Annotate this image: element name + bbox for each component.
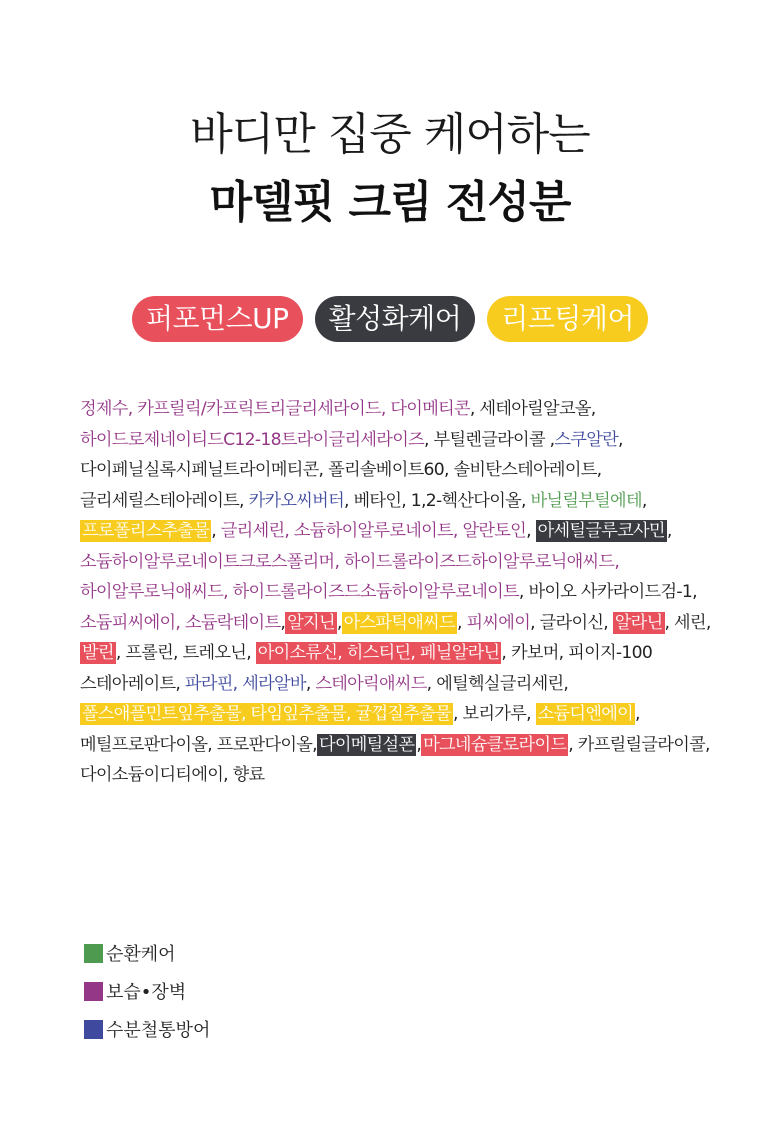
ingredient-yellow: 프로폴리스추출물: [82, 521, 210, 541]
ingredient-text: , 부틸렌글라이콜 ,: [424, 429, 555, 450]
ingredient-dark: 다이메틸설폰: [318, 734, 415, 755]
ingredient-text: ,: [211, 521, 221, 541]
ingredient-purple: 글리세린, 소듐하이알루로네이트, 알란토인: [220, 521, 527, 541]
ingredient-text: ,: [526, 521, 536, 541]
ingredient-list: [80, 394, 712, 791]
ingredient-text: , 에틸헥실글리세린,: [426, 673, 569, 694]
benefit-badges: [0, 296, 780, 342]
color-legend: [84, 934, 210, 1048]
ingredient-text: ,: [305, 673, 316, 694]
ingredient-purple: 하이드로제네이티드C12-18트라이글리세라이즈: [80, 429, 425, 450]
ingredient-text: , 카프릴릴글라이콜, 다이소듐이디티에이, 향료: [80, 734, 710, 785]
ingredient-blue: 카카오씨버터: [248, 490, 344, 511]
ingredient-purple: 피씨에이: [466, 612, 531, 633]
ingredient-purple: 스테아릭애씨드: [315, 673, 427, 694]
legend-label: 순환케어: [106, 944, 176, 965]
ingredient-text: , 글라이신,: [530, 612, 613, 633]
ingredient-green: 바닐릴부틸에테: [530, 490, 642, 511]
legend-item-moisture-barrier: [84, 972, 210, 1010]
ingredient-purple: 소듐피씨에이, 소듐락테이트: [80, 612, 281, 633]
badge-lifting: 리프팅케어: [487, 296, 648, 342]
ingredient-dark: 아세틸글루코사민: [537, 521, 665, 541]
ingredient-text: ,: [280, 612, 286, 633]
page-title-line2: 마델핏 크림 전성분: [209, 177, 571, 228]
ingredient-yellow: 소듐디엔에이: [537, 704, 634, 724]
ingredient-text: ,: [416, 734, 422, 755]
ingredient-purple: 소듐하이알루로네이트크로스폴리머, 하이드롤라이즈드하이알루로닉애씨드, 하이알루로닉애씨드, 하이드롤라이즈드소듐하이알루로네이트: [80, 551, 620, 602]
ingredient-text: ,: [456, 612, 467, 633]
ingredient-purple: 정제수, 카프릴릭/카프릭트리글리세라이드, 다이메티콘: [80, 399, 470, 419]
ingredient-text: , 세린,: [664, 612, 711, 633]
badge-performance: 퍼포먼스UP: [132, 296, 303, 342]
ingredient-text: ,: [641, 490, 647, 511]
ingredient-yellow: 폴스애플민트잎추출물, 타임잎추출물, 귤껍질추출물: [82, 704, 451, 724]
legend-label: 보습•장벽: [106, 982, 187, 1003]
legend-swatch: [84, 1020, 103, 1039]
ingredient-text: , 메틸프로판다이올, 프로판다이올,: [80, 704, 640, 755]
ingredient-text: ,: [336, 612, 342, 633]
ingredient-text: , 카보머, 피이지-100 스테아레이트,: [80, 643, 653, 694]
ingredient-yellow: 아스파틱애씨드: [343, 612, 455, 633]
ingredient-red: 발린: [82, 643, 114, 663]
ingredient-red: 마그네슘클로라이드: [423, 734, 567, 755]
badge-activation: 활성화케어: [315, 296, 476, 342]
ingredient-text: , 베타인, 1,2-헥산다이올,: [343, 490, 531, 511]
legend-item-circulation: [84, 934, 210, 972]
ingredient-blue: 파라핀, 세라알바: [184, 673, 306, 694]
ingredient-text: , 세테아릴알코올,: [469, 399, 596, 419]
ingredient-text: , 프롤린, 트레오닌,: [115, 643, 256, 663]
ingredient-text: , 다이페닐실록시페닐트라이메티콘, 폴리솔베이트60, 솔비탄스테아레이트, 글리세릴스테아레이트,: [80, 429, 623, 511]
legend-label: 수분철통방어: [106, 1020, 211, 1041]
legend-swatch: [84, 944, 103, 963]
ingredient-red: 알지닌: [287, 612, 335, 633]
ingredient-text: , 바이오 사카라이드검-1,: [518, 582, 697, 602]
legend-item-hydration: [84, 1010, 210, 1048]
ingredient-red: 아이소류신, 히스티딘, 페닐알라닌: [257, 643, 500, 663]
ingredient-text: ,: [666, 521, 672, 541]
legend-swatch: [84, 982, 103, 1001]
ingredient-red: 알라닌: [614, 612, 663, 633]
ingredient-blue: 스쿠알란: [554, 429, 619, 450]
ingredient-text: , 보리가루,: [452, 704, 536, 724]
page-title-line1: 바디만 집중 케어하는: [190, 109, 590, 160]
